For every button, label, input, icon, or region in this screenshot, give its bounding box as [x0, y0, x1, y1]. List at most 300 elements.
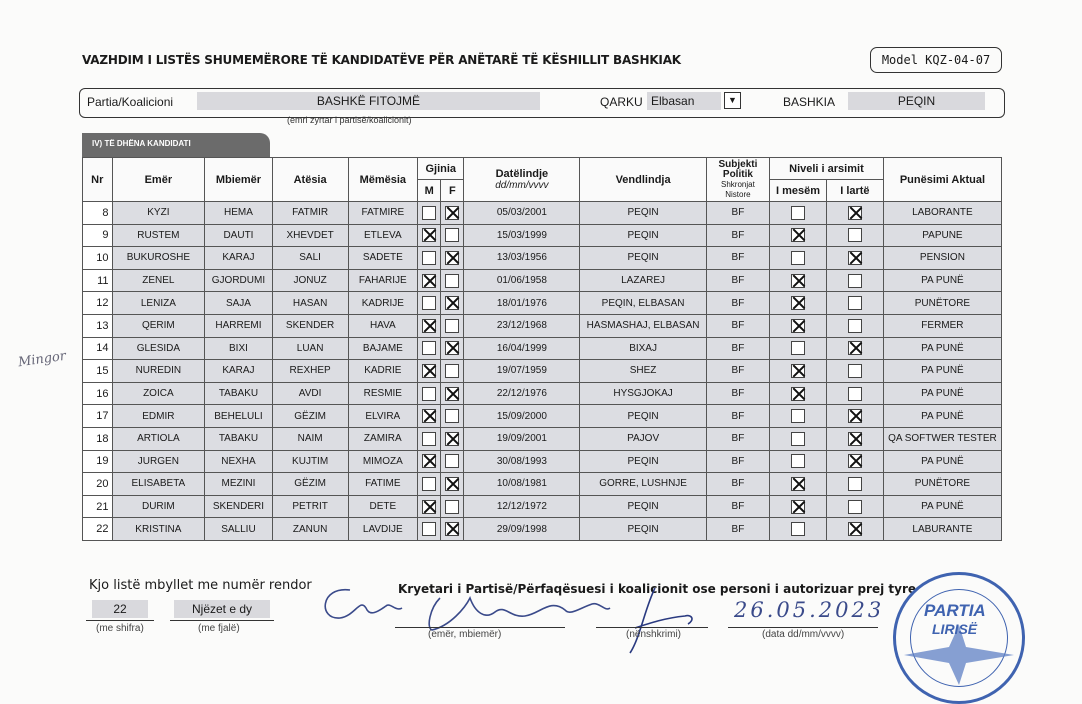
edu-secondary-cell — [770, 450, 827, 473]
gender-f-cell — [441, 360, 464, 383]
candidate-last-name: HEMA — [205, 202, 272, 225]
birth-place: GORRE, LUSHNJE — [580, 473, 706, 496]
gender-f-checkbox[interactable] — [445, 522, 459, 536]
gender-f-checkbox[interactable] — [445, 364, 459, 378]
party-initials: BF — [706, 427, 769, 450]
gender-f-cell — [441, 247, 464, 270]
birth-place: PEQIN — [580, 247, 706, 270]
table-row — [83, 427, 1002, 450]
edu-higher-cell — [826, 382, 883, 405]
gender-f-checkbox[interactable] — [445, 319, 459, 333]
stamp-text-1: PARTIA — [924, 601, 986, 620]
edu-secondary-checkbox[interactable] — [791, 341, 805, 355]
table-row — [83, 360, 1002, 383]
current-employment: PA PUNË — [883, 337, 1001, 360]
candidate-mother-name: ELVIRA — [348, 405, 418, 428]
table-row — [83, 473, 1002, 496]
closing-text: Kjo listë mbyllet me numër rendor — [89, 578, 312, 593]
birth-date: 23/12/1968 — [464, 314, 580, 337]
row-number: 10 — [83, 247, 113, 270]
gender-f-checkbox[interactable] — [445, 341, 459, 355]
row-number: 8 — [83, 202, 113, 225]
col-atesia: Atësia — [272, 158, 348, 202]
edu-higher-cell — [826, 292, 883, 315]
birth-date: 01/06/1958 — [464, 269, 580, 292]
gender-f-cell — [441, 473, 464, 496]
edu-higher-cell — [826, 247, 883, 270]
gender-m-checkbox[interactable] — [422, 432, 436, 446]
party-label: Partia/Koalicioni — [87, 95, 174, 109]
row-number: 16 — [83, 382, 113, 405]
gender-f-cell — [441, 269, 464, 292]
edu-secondary-cell — [770, 314, 827, 337]
col-niveli: Niveli i arsimit — [770, 158, 884, 180]
table-row — [83, 314, 1002, 337]
party-initials: BF — [706, 337, 769, 360]
gender-f-checkbox[interactable] — [445, 274, 459, 288]
birth-place: PEQIN — [580, 224, 706, 247]
candidate-father-name: SKENDER — [272, 314, 348, 337]
gender-m-cell — [418, 314, 441, 337]
candidate-first-name: RUSTEM — [112, 224, 205, 247]
candidate-father-name: GËZIM — [272, 405, 348, 428]
edu-secondary-checkbox[interactable] — [791, 364, 805, 378]
candidate-mother-name: FATMIRE — [348, 202, 418, 225]
edu-secondary-checkbox[interactable] — [791, 477, 805, 491]
candidates-table — [82, 157, 1002, 541]
candidate-last-name: NEXHA — [205, 450, 272, 473]
margin-note: Mingor — [17, 348, 68, 371]
subjekti-line4: Nistore — [725, 189, 751, 199]
edu-higher-checkbox[interactable] — [848, 296, 862, 310]
candidate-mother-name: LAVDIJE — [348, 518, 418, 541]
gender-m-checkbox[interactable] — [422, 522, 436, 536]
gender-m-checkbox[interactable] — [422, 500, 436, 514]
gender-f-cell — [441, 518, 464, 541]
edu-secondary-cell — [770, 202, 827, 225]
candidate-father-name: FATMIR — [272, 202, 348, 225]
edu-secondary-checkbox[interactable] — [791, 454, 805, 468]
table-row — [83, 247, 1002, 270]
candidate-last-name: GJORDUMI — [205, 269, 272, 292]
current-employment: PUNËTORE — [883, 473, 1001, 496]
gender-f-checkbox[interactable] — [445, 296, 459, 310]
gender-f-checkbox[interactable] — [445, 206, 459, 220]
birth-place: PEQIN — [580, 405, 706, 428]
birth-date: 22/12/1976 — [464, 382, 580, 405]
candidate-first-name: DURIM — [112, 495, 205, 518]
edu-higher-cell — [826, 360, 883, 383]
party-initials: BF — [706, 224, 769, 247]
gender-m-checkbox[interactable] — [422, 477, 436, 491]
col-emer: Emër — [112, 158, 205, 202]
col-subjekti — [706, 158, 769, 202]
birth-date: 30/08/1993 — [464, 450, 580, 473]
qarku-select[interactable]: Elbasan — [647, 92, 721, 110]
gender-f-checkbox[interactable] — [445, 477, 459, 491]
edu-higher-checkbox[interactable] — [848, 341, 862, 355]
table-row — [83, 382, 1002, 405]
digits-caption: (me shifra) — [96, 623, 144, 634]
current-employment: PA PUNË — [883, 450, 1001, 473]
birth-place: PEQIN — [580, 518, 706, 541]
candidate-last-name: MEZINI — [205, 473, 272, 496]
gender-f-cell — [441, 427, 464, 450]
candidate-first-name: GLESIDA — [112, 337, 205, 360]
model-code-box: Model KQZ-04-07 — [870, 47, 1002, 73]
edu-higher-cell — [826, 405, 883, 428]
row-number: 9 — [83, 224, 113, 247]
gender-m-cell — [418, 473, 441, 496]
party-initials: BF — [706, 247, 769, 270]
edu-secondary-cell — [770, 337, 827, 360]
signatory-title: Kryetari i Partisë/Përfaqësuesi i koalicionit ose personi i autorizuar prej tyre — [398, 582, 917, 596]
row-number: 21 — [83, 495, 113, 518]
candidate-father-name: GËZIM — [272, 473, 348, 496]
edu-secondary-checkbox[interactable] — [791, 432, 805, 446]
party-stamp — [893, 572, 1025, 704]
row-number: 11 — [83, 269, 113, 292]
date-caption: (data dd/mm/vvvv) — [762, 629, 845, 640]
gender-f-cell — [441, 337, 464, 360]
row-number: 14 — [83, 337, 113, 360]
birth-date: 16/04/1999 — [464, 337, 580, 360]
edu-higher-checkbox[interactable] — [848, 477, 862, 491]
current-employment: PA PUNË — [883, 269, 1001, 292]
candidate-mother-name: RESMIE — [348, 382, 418, 405]
party-initials: BF — [706, 269, 769, 292]
candidate-father-name: NAIM — [272, 427, 348, 450]
candidate-mother-name: KADRIJE — [348, 292, 418, 315]
digits-line — [86, 620, 154, 621]
birth-place: LAZAREJ — [580, 269, 706, 292]
closing-number-digits[interactable]: 22 — [92, 600, 148, 618]
candidate-first-name: NUREDIN — [112, 360, 205, 383]
bashkia-field[interactable]: PEQIN — [848, 92, 985, 110]
edu-higher-checkbox[interactable] — [848, 387, 862, 401]
handwritten-date: 26.05.2023 — [734, 598, 885, 622]
edu-secondary-cell — [770, 269, 827, 292]
name-caption: (emër, mbiemër) — [428, 629, 502, 640]
candidate-father-name: LUAN — [272, 337, 348, 360]
edu-higher-cell — [826, 202, 883, 225]
birth-place: PEQIN — [580, 495, 706, 518]
edu-secondary-cell — [770, 405, 827, 428]
gender-m-checkbox[interactable] — [422, 296, 436, 310]
gender-f-cell — [441, 202, 464, 225]
edu-higher-checkbox[interactable] — [848, 228, 862, 242]
edu-higher-checkbox[interactable] — [848, 409, 862, 423]
edu-higher-cell — [826, 337, 883, 360]
row-number: 19 — [83, 450, 113, 473]
birth-date: 19/07/1959 — [464, 360, 580, 383]
party-name-field[interactable]: BASHKË FITOJMË — [197, 92, 540, 110]
table-row — [83, 292, 1002, 315]
candidate-father-name: SALI — [272, 247, 348, 270]
gender-f-cell — [441, 405, 464, 428]
table-row — [83, 337, 1002, 360]
party-initials: BF — [706, 382, 769, 405]
birth-date: 15/09/2000 — [464, 405, 580, 428]
words-caption: (me fjalë) — [198, 623, 240, 634]
edu-secondary-checkbox[interactable] — [791, 228, 805, 242]
gender-m-cell — [418, 450, 441, 473]
candidate-mother-name: HAVA — [348, 314, 418, 337]
edu-secondary-checkbox[interactable] — [791, 296, 805, 310]
col-larte: I lartë — [826, 180, 883, 202]
subjekti-line1: Subjekti — [718, 158, 758, 170]
party-initials: BF — [706, 292, 769, 315]
edu-higher-cell — [826, 473, 883, 496]
edu-secondary-cell — [770, 247, 827, 270]
qarku-label: QARKU — [600, 95, 643, 109]
candidate-last-name: TABAKU — [205, 382, 272, 405]
edu-higher-checkbox[interactable] — [848, 432, 862, 446]
edu-secondary-cell — [770, 224, 827, 247]
current-employment: LABURANTE — [883, 518, 1001, 541]
gender-f-cell — [441, 382, 464, 405]
candidate-father-name: AVDI — [272, 382, 348, 405]
edu-secondary-cell — [770, 360, 827, 383]
candidate-last-name: HARREMI — [205, 314, 272, 337]
table-row — [83, 518, 1002, 541]
edu-secondary-cell — [770, 473, 827, 496]
candidate-first-name: ZOICA — [112, 382, 205, 405]
words-line — [170, 620, 274, 621]
gender-m-checkbox[interactable] — [422, 387, 436, 401]
birth-date: 15/03/1999 — [464, 224, 580, 247]
edu-secondary-checkbox[interactable] — [791, 206, 805, 220]
table-row — [83, 495, 1002, 518]
candidate-first-name: ELISABETA — [112, 473, 205, 496]
gender-f-checkbox[interactable] — [445, 500, 459, 514]
gender-f-cell — [441, 224, 464, 247]
gender-m-cell — [418, 202, 441, 225]
gender-m-cell — [418, 269, 441, 292]
party-initials: BF — [706, 473, 769, 496]
gender-f-cell — [441, 314, 464, 337]
candidate-last-name: SKENDERI — [205, 495, 272, 518]
bashkia-label: BASHKIA — [783, 95, 836, 109]
edu-secondary-cell — [770, 518, 827, 541]
candidate-last-name: BIXI — [205, 337, 272, 360]
birth-date: 18/01/1976 — [464, 292, 580, 315]
candidate-mother-name: KADRIE — [348, 360, 418, 383]
edu-secondary-checkbox[interactable] — [791, 387, 805, 401]
row-number: 12 — [83, 292, 113, 315]
edu-secondary-checkbox[interactable] — [791, 409, 805, 423]
candidate-last-name: SALLIU — [205, 518, 272, 541]
gender-m-checkbox[interactable] — [422, 409, 436, 423]
gender-f-checkbox[interactable] — [445, 432, 459, 446]
candidate-last-name: KARAJ — [205, 360, 272, 383]
gender-f-cell — [441, 292, 464, 315]
birth-place: BIXAJ — [580, 337, 706, 360]
party-initials: BF — [706, 405, 769, 428]
edu-secondary-checkbox[interactable] — [791, 319, 805, 333]
col-mesem: I mesëm — [770, 180, 827, 202]
birth-date: 13/03/1956 — [464, 247, 580, 270]
gender-m-checkbox[interactable] — [422, 251, 436, 265]
candidate-father-name: HASAN — [272, 292, 348, 315]
current-employment: QA SOFTWER TESTER — [883, 427, 1001, 450]
birth-place: HYSGJOKAJ — [580, 382, 706, 405]
gender-m-checkbox[interactable] — [422, 206, 436, 220]
edu-higher-cell — [826, 495, 883, 518]
section-header: IV) TË DHËNA KANDIDATI — [82, 133, 270, 157]
table-row — [83, 224, 1002, 247]
table-row — [83, 269, 1002, 292]
birth-place: HASMASHAJ, ELBASAN — [580, 314, 706, 337]
gender-m-checkbox[interactable] — [422, 454, 436, 468]
candidate-mother-name: ETLEVA — [348, 224, 418, 247]
party-initials: BF — [706, 450, 769, 473]
candidate-mother-name: FAHARIJE — [348, 269, 418, 292]
candidate-mother-name: BAJAME — [348, 337, 418, 360]
gender-m-cell — [418, 518, 441, 541]
gender-m-cell — [418, 337, 441, 360]
birth-place: PEQIN — [580, 450, 706, 473]
edu-secondary-checkbox[interactable] — [791, 251, 805, 265]
candidate-father-name: PETRIT — [272, 495, 348, 518]
col-datelindje — [464, 158, 580, 202]
gender-f-checkbox[interactable] — [445, 251, 459, 265]
gender-f-checkbox[interactable] — [445, 409, 459, 423]
gender-f-checkbox[interactable] — [445, 454, 459, 468]
candidate-first-name: LENIZA — [112, 292, 205, 315]
gender-m-cell — [418, 405, 441, 428]
birth-place: PAJOV — [580, 427, 706, 450]
party-initials: BF — [706, 495, 769, 518]
candidate-first-name: JURGEN — [112, 450, 205, 473]
candidate-first-name: BUKUROSHE — [112, 247, 205, 270]
gender-m-checkbox[interactable] — [422, 341, 436, 355]
signature-caption: (nënshkrimi) — [626, 629, 682, 640]
edu-higher-cell — [826, 427, 883, 450]
edu-higher-checkbox[interactable] — [848, 500, 862, 514]
edu-higher-cell — [826, 224, 883, 247]
edu-higher-cell — [826, 314, 883, 337]
edu-higher-checkbox[interactable] — [848, 206, 862, 220]
row-number: 15 — [83, 360, 113, 383]
candidate-mother-name: MIMOZA — [348, 450, 418, 473]
subjekti-line3: Shkronjat — [721, 179, 755, 189]
candidate-first-name: QERIM — [112, 314, 205, 337]
gender-m-checkbox[interactable] — [422, 274, 436, 288]
candidate-last-name: TABAKU — [205, 427, 272, 450]
subjekti-line2: Politik — [722, 168, 753, 180]
birth-date: 10/08/1981 — [464, 473, 580, 496]
current-employment: PA PUNË — [883, 495, 1001, 518]
document-title: VAZHDIM I LISTËS SHUMEMËRORE TË KANDIDATËVE PËR ANËTARË TË KËSHILLIT BASHKIAK — [82, 53, 681, 67]
party-name-caption: (emri zyrtar i partisë/koalicionit) — [287, 115, 412, 125]
party-initials: BF — [706, 518, 769, 541]
edu-higher-cell — [826, 269, 883, 292]
party-initials: BF — [706, 314, 769, 337]
datelindje-format: dd/mm/vvvv — [495, 180, 549, 191]
row-number: 22 — [83, 518, 113, 541]
current-employment: PA PUNË — [883, 360, 1001, 383]
edu-secondary-cell — [770, 427, 827, 450]
edu-higher-checkbox[interactable] — [848, 319, 862, 333]
gender-m-cell — [418, 292, 441, 315]
col-nr: Nr — [83, 158, 113, 202]
current-employment: PAPUNE — [883, 224, 1001, 247]
signature-line — [596, 627, 708, 628]
edu-secondary-cell — [770, 495, 827, 518]
gender-m-checkbox[interactable] — [422, 364, 436, 378]
current-employment: FERMER — [883, 314, 1001, 337]
candidate-father-name: XHEVDET — [272, 224, 348, 247]
col-gjinia-m: M — [418, 180, 441, 202]
candidate-last-name: SAJA — [205, 292, 272, 315]
row-number: 18 — [83, 427, 113, 450]
col-punesimi: Punësimi Aktual — [883, 158, 1001, 202]
candidate-father-name: JONUZ — [272, 269, 348, 292]
current-employment: PA PUNË — [883, 405, 1001, 428]
candidate-father-name: KUJTIM — [272, 450, 348, 473]
edu-secondary-checkbox[interactable] — [791, 522, 805, 536]
dropdown-arrow-icon[interactable]: ▼ — [724, 92, 741, 109]
birth-place: SHEZ — [580, 360, 706, 383]
handwritten-signature — [300, 568, 700, 658]
edu-higher-checkbox[interactable] — [848, 274, 862, 288]
birth-place: PEQIN, ELBASAN — [580, 292, 706, 315]
candidate-mother-name: FATIME — [348, 473, 418, 496]
gender-m-checkbox[interactable] — [422, 319, 436, 333]
current-employment: PENSION — [883, 247, 1001, 270]
edu-secondary-checkbox[interactable] — [791, 274, 805, 288]
current-employment: PUNËTORE — [883, 292, 1001, 315]
col-gjinia-f: F — [441, 180, 464, 202]
candidate-first-name: ARTIOLA — [112, 427, 205, 450]
gender-m-cell — [418, 495, 441, 518]
table-row — [83, 450, 1002, 473]
candidate-mother-name: ZAMIRA — [348, 427, 418, 450]
candidate-mother-name: SADETE — [348, 247, 418, 270]
gender-m-cell — [418, 247, 441, 270]
col-mbiemer: Mbiemër — [205, 158, 272, 202]
edu-higher-checkbox[interactable] — [848, 364, 862, 378]
gender-f-cell — [441, 495, 464, 518]
gender-f-cell — [441, 450, 464, 473]
date-line — [728, 627, 878, 628]
candidate-last-name: DAUTI — [205, 224, 272, 247]
edu-higher-checkbox[interactable] — [848, 454, 862, 468]
row-number: 17 — [83, 405, 113, 428]
gender-m-checkbox[interactable] — [422, 228, 436, 242]
party-initials: BF — [706, 360, 769, 383]
edu-higher-checkbox[interactable] — [848, 522, 862, 536]
closing-number-words[interactable]: Njëzet e dy — [174, 600, 270, 618]
gender-m-cell — [418, 224, 441, 247]
candidate-first-name: KRISTINA — [112, 518, 205, 541]
candidate-mother-name: DETE — [348, 495, 418, 518]
name-line — [395, 627, 565, 628]
datelindje-label: Datëlindje — [495, 168, 549, 180]
stamp-text-2: LIRISË — [932, 621, 978, 637]
edu-higher-checkbox[interactable] — [848, 251, 862, 265]
table-row — [83, 202, 1002, 225]
row-number: 13 — [83, 314, 113, 337]
row-number: 20 — [83, 473, 113, 496]
gender-f-checkbox[interactable] — [445, 228, 459, 242]
gender-f-checkbox[interactable] — [445, 387, 459, 401]
gender-m-cell — [418, 382, 441, 405]
edu-secondary-checkbox[interactable] — [791, 500, 805, 514]
birth-place: PEQIN — [580, 202, 706, 225]
edu-higher-cell — [826, 518, 883, 541]
